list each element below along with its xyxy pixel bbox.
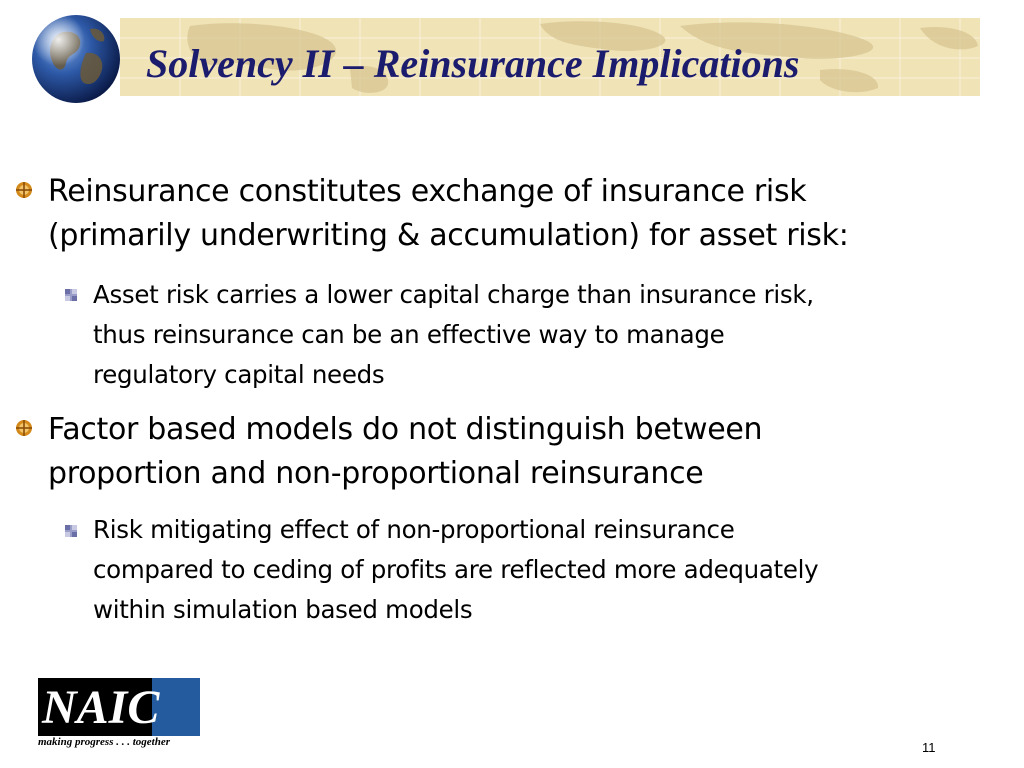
- slide-title: Solvency II – Reinsurance Implications: [146, 41, 800, 86]
- sub-bullet-line: Asset risk carries a lower capital charge than insurance risk,: [93, 280, 814, 309]
- sub-bullet-line: compared to ceding of profits are reflected more adequately: [93, 555, 819, 584]
- bullet-item-1: [48, 170, 1008, 258]
- logo-tagline: making progress . . . together: [38, 736, 171, 748]
- page-number: 11: [922, 740, 936, 755]
- sub-bullet-line: within simulation based models: [93, 595, 473, 624]
- bullet-line: Factor based models do not distinguish between: [48, 412, 763, 447]
- bullet-line: proportion and non-proportional reinsurance: [48, 456, 704, 491]
- square-bullet-icon: [64, 524, 78, 538]
- globe-icon: [30, 13, 122, 105]
- sub-bullet-line: regulatory capital needs: [93, 360, 385, 389]
- naic-logo: [38, 678, 201, 736]
- bullet-line: (primarily underwriting & accumulation) for asset risk:: [48, 218, 849, 253]
- sub-bullet-line: thus reinsurance can be an effective way to manage: [93, 320, 725, 349]
- sub-bullet-item-1: [93, 275, 1013, 395]
- sub-bullet-item-2: [93, 510, 1013, 630]
- logo-name-part1: NAI: [42, 681, 128, 734]
- logo-name-part2: C: [127, 681, 160, 734]
- sub-bullet-line: Risk mitigating effect of non-proportional reinsurance: [93, 515, 735, 544]
- logo-text: [42, 682, 159, 734]
- bullet-line: Reinsurance constitutes exchange of insurance risk: [48, 174, 807, 209]
- bullet-item-2: [48, 408, 1008, 496]
- orange-bullet-icon: [14, 180, 34, 200]
- square-bullet-icon: [64, 288, 78, 302]
- logo-box: [38, 678, 200, 736]
- orange-bullet-icon: [14, 418, 34, 438]
